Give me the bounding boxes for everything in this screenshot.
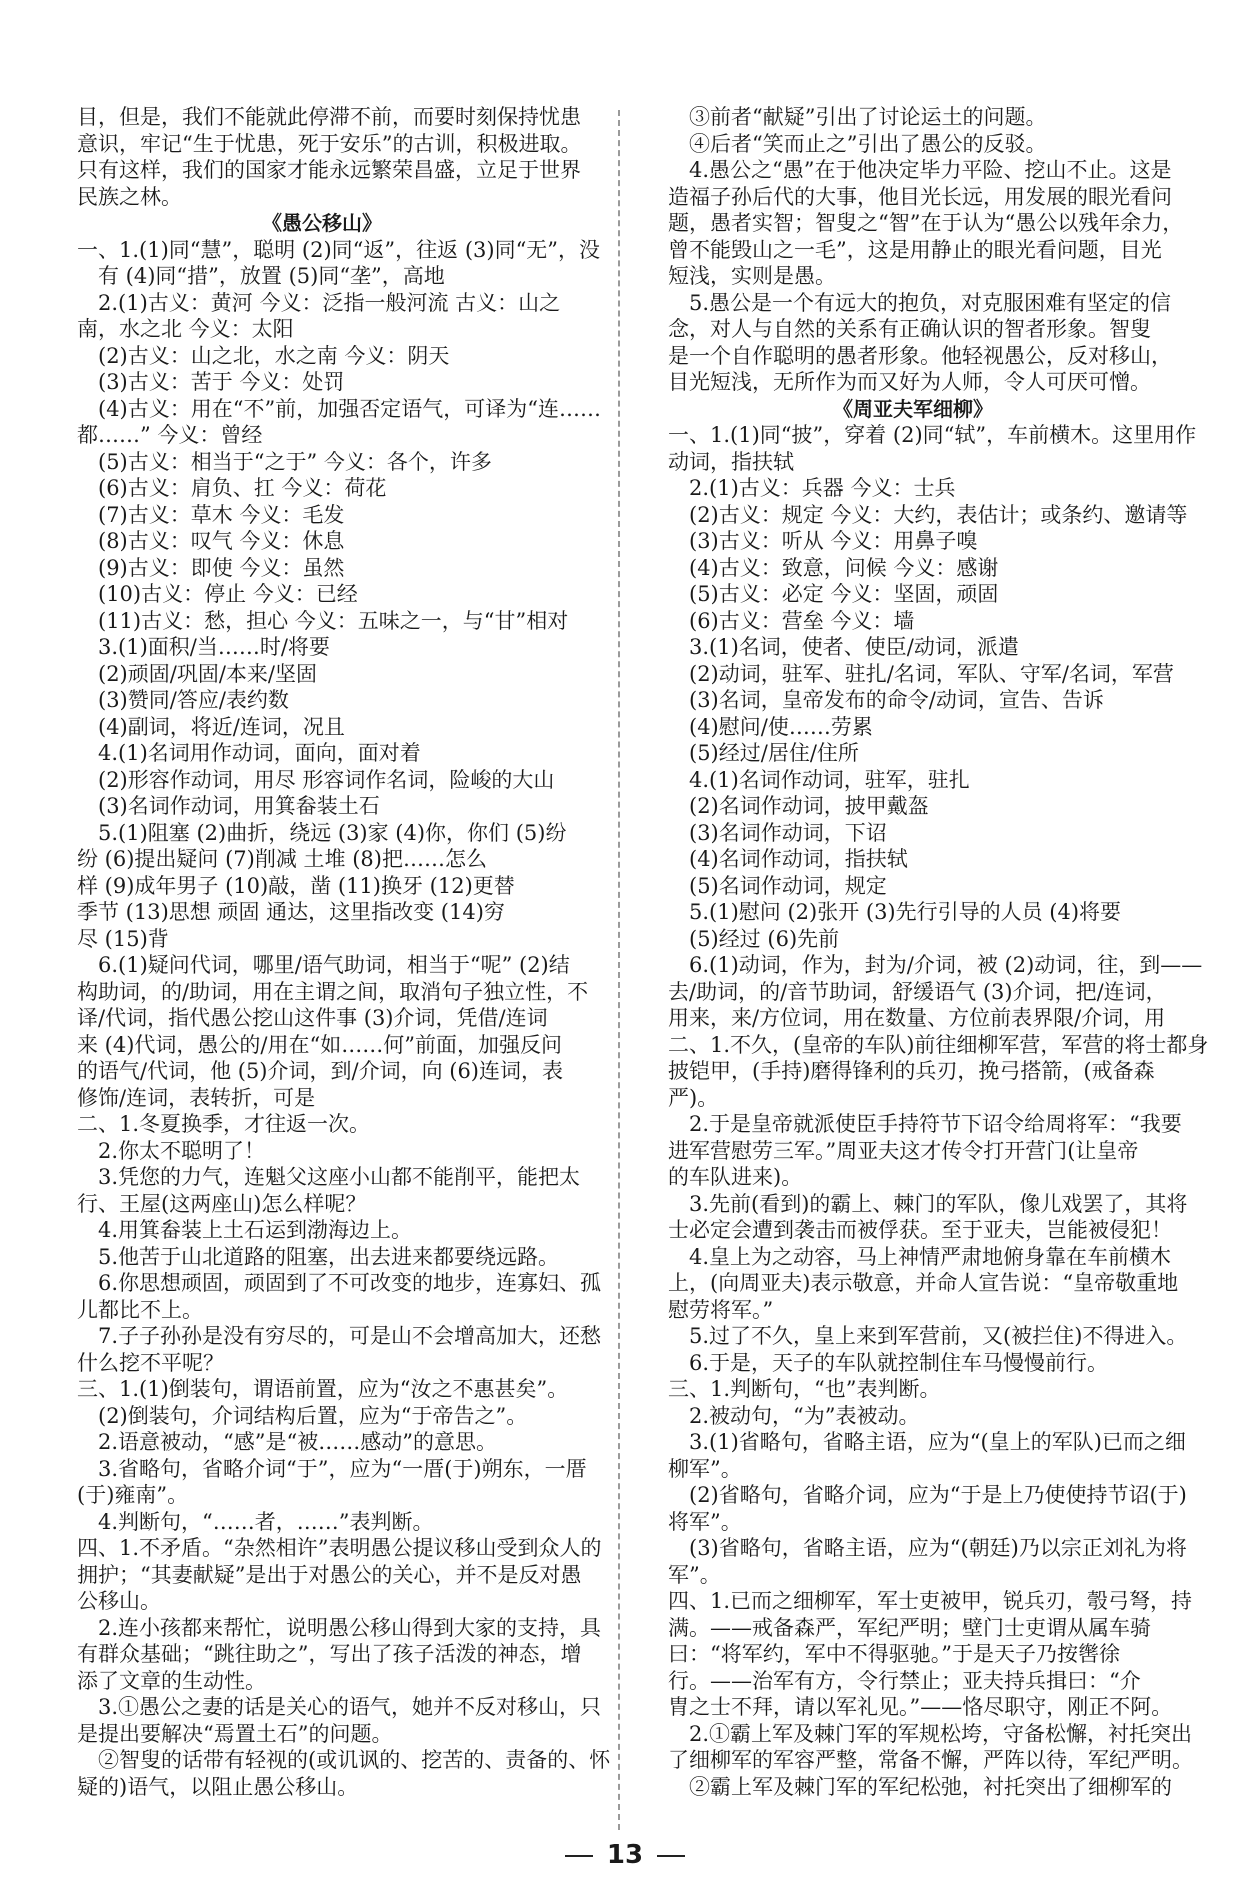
text-line: 用来，来/方位词，用在数量、方位前表界限/介词，用 — [668, 1006, 1166, 1030]
text-line: (4)古义：用在“不”前，加强否定语气，可译为“连…… — [77, 396, 601, 421]
text-line: 士必定会遭到袭击而被俘获。至于亚夫，岂能被侵犯！ — [668, 1218, 1172, 1242]
text-line: 6.你思想顽固，顽固到了不可改变的地步，连寡妇、孤 — [77, 1271, 602, 1295]
text-line: 3.(1)名词，使者、使臣/动词，派遣 — [668, 635, 1019, 659]
text-line: 4.用箕畚装上土石运到渤海边上。 — [77, 1218, 413, 1242]
text-line: (3)古义：苦于 今义：处罚 — [77, 370, 345, 394]
text-line: 纷 (6)提出疑问 (7)削减 土堆 (8)把……怎么 — [77, 847, 487, 871]
text-line: 2.①霸上军及棘门军的军规松垮，守备松懈，衬托突出 — [668, 1721, 1193, 1746]
text-line: 军”。 — [668, 1562, 721, 1587]
text-line: (2)古义：规定 今义：大约，表估计；或条约、邀请等 — [668, 502, 1188, 527]
text-line: 3.(1)省略句，省略主语，应为“(皇上的军队)已而之细 — [668, 1430, 1186, 1454]
text-line: 公移山。 — [77, 1589, 161, 1613]
text-line: (4)副词，将近/连词，况且 — [77, 714, 345, 739]
text-line: 的车队进来)。 — [668, 1165, 803, 1189]
text-line: (8)古义：叹气 今义：休息 — [77, 529, 345, 553]
section-title: 《愚公移山》 — [262, 211, 382, 235]
text-line: 了细柳军的军容严整，常备不懈，严阵以待，军纪严明。 — [668, 1748, 1193, 1772]
text-line: 有 (4)同“措”，放置 (5)同“垄”，高地 — [77, 264, 445, 288]
text-line: 是一个自作聪明的愚者形象。他轻视愚公，反对移山， — [668, 343, 1172, 368]
text-line: 三、1.(1)倒装句，谓语前置，应为“汝之不惠甚矣”。 — [77, 1377, 569, 1401]
text-line: 都……” 今义：曾经 — [77, 423, 263, 447]
text-line: 4.(1)名词用作动词，面向，面对着 — [77, 741, 421, 765]
text-line: (3)省略句，省略主语，应为“(朝廷)乃以宗正刘礼为将 — [668, 1536, 1187, 1560]
text-line: (于)雍南”。 — [77, 1483, 189, 1507]
text-line: ②智叟的话带有轻视的(或讥讽的、挖苦的、责备的、怀 — [77, 1748, 611, 1772]
text-line: 译/代词，指代愚公挖山这件事 (3)介词，凭借/连词 — [77, 1006, 548, 1030]
text-line: 2.语意被动，“感”是“被……感动”的意思。 — [77, 1430, 497, 1454]
text-line: ③前者“献疑”引出了讨论运土的问题。 — [668, 105, 1047, 129]
text-line: 二、1.冬夏换季，才往返一次。 — [77, 1112, 371, 1136]
text-line: 拥护；“其妻献疑”是出于对愚公的关心，并不是反对愚 — [77, 1562, 582, 1587]
text-line: 7.子子孙孙是没有穷尽的，可是山不会增高加大，还愁 — [77, 1324, 602, 1348]
text-line: (3)名词作动词，下诏 — [668, 820, 887, 845]
page-number: 13 — [606, 1840, 644, 1870]
text-line: (5)经过/居住/住所 — [668, 741, 859, 765]
text-line: (11)古义：愁，担心 今义：五味之一，与“甘”相对 — [77, 608, 569, 633]
text-line: 二、1.不久，(皇帝的车队)前往细柳军营，军营的将士都身 — [668, 1032, 1209, 1057]
text-line: 上，(向周亚夫)表示敬意，并命人宣告说：“皇帝敬重地 — [668, 1271, 1179, 1295]
column-divider — [618, 110, 620, 1830]
text-line: (5)名词作动词，规定 — [668, 873, 887, 898]
text-line: ②霸上军及棘门军的军纪松弛，衬托突出了细柳军的 — [668, 1774, 1172, 1799]
text-line: 4.(1)名词作动词，驻军，驻扎 — [668, 767, 970, 792]
text-line: 将军”。 — [668, 1509, 742, 1534]
footer-dash-left — [565, 1855, 593, 1857]
section-title: 《周亚夫军细柳》 — [833, 396, 993, 421]
text-line: 3.①愚公之妻的话是关心的语气，她并不反对移山，只 — [77, 1695, 602, 1719]
text-line: 曰：“将军约，军中不得驱驰。”于是天子乃按辔徐 — [668, 1642, 1120, 1666]
text-line: 修饰/连词，表转折，可是 — [77, 1085, 316, 1110]
text-line: 2.(1)古义：黄河 今义：泛指一般河流 古义：山之 — [77, 290, 561, 315]
text-line: 2.于是皇帝就派使臣手持符节下诏令给周将军：“我要 — [668, 1112, 1182, 1136]
text-line: 四、1.不矛盾。“杂然相许”表明愚公提议移山受到众人的 — [77, 1536, 602, 1560]
text-line: 意识，牢记“生于忧患，死于安乐”的古训，积极进取。 — [77, 131, 582, 156]
text-line: (3)古义：听从 今义：用鼻子嗅 — [668, 529, 978, 553]
text-line: (3)名词，皇帝发布的命令/动词，宣告、告诉 — [668, 688, 1104, 712]
text-line: 4.愚公之“愚”在于他决定毕力平险、挖山不止。这是 — [668, 158, 1172, 182]
text-line: 南，水之北 今义：太阳 — [77, 317, 294, 341]
text-line: 只有这样，我们的国家才能永远繁荣昌盛，立足于世界 — [77, 158, 581, 182]
text-line: 6.(1)动词，作为，封为/介词，被 (2)动词，往，到—— — [668, 953, 1203, 977]
text-line: (2)古义：山之北，水之南 今义：阴天 — [77, 343, 450, 368]
text-line: 4.皇上为之动容，马上神情严肃地俯身靠在车前横木 — [668, 1244, 1172, 1269]
text-line: (7)古义：草木 今义：毛发 — [77, 502, 345, 527]
text-line: 季节 (13)思想 顽固 通达，这里指改变 (14)穷 — [77, 900, 505, 924]
text-line: 去/助词，的/音节助词，舒缓语气 (3)介词，把/连词， — [668, 979, 1167, 1004]
text-line: 的语气/代词，他 (5)介词，到/介词，向 (6)连词，表 — [77, 1059, 563, 1083]
text-line: (5)古义：必定 今义：坚固，顽固 — [668, 582, 999, 606]
text-line: 3.凭您的力气，连魁父这座小山都不能削平，能把太 — [77, 1165, 581, 1189]
text-line: (5)古义：相当于“之于” 今义：各个，许多 — [77, 449, 492, 474]
text-line: 5.(1)慰问 (2)张开 (3)先行引导的人员 (4)将要 — [668, 900, 1122, 924]
text-line: 样 (9)成年男子 (10)敲，凿 (11)换牙 (12)更替 — [77, 873, 515, 898]
text-line: (5)经过 (6)先前 — [668, 926, 840, 951]
text-line: 慰劳将军。” — [668, 1297, 774, 1322]
text-line: 是提出要解决“焉置土石”的问题。 — [77, 1721, 393, 1746]
text-line: 柳军”。 — [668, 1456, 742, 1481]
text-line: 念，对人与自然的关系有正确认识的智者形象。智叟 — [668, 317, 1151, 341]
text-line: (2)顽固/巩固/本来/坚固 — [77, 661, 317, 686]
text-line: (2)形容作动词，用尽 形容词作名词，险峻的大山 — [77, 767, 555, 792]
text-line: 尽 (15)背 — [77, 926, 169, 951]
text-line: 4.判断句，“……者，……”表判断。 — [77, 1509, 434, 1534]
page-footer — [0, 1840, 1250, 1870]
text-line: (3)名词作动词，用箕畚装土石 — [77, 794, 380, 818]
left-column — [77, 104, 611, 1800]
text-line: 胄之士不拜，请以军礼见。”——恪尽职守，刚正不阿。 — [668, 1695, 1173, 1719]
text-line: 什么挖不平呢？ — [77, 1350, 224, 1375]
text-line: 5.过了不久，皇上来到军营前，又(被拦住)不得进入。 — [668, 1324, 1188, 1348]
text-line: 6.于是，天子的车队就控制住车马慢慢前行。 — [668, 1350, 1109, 1375]
text-line: 2.连小孩都来帮忙，说明愚公移山得到大家的支持，具 — [77, 1615, 602, 1640]
text-line: (2)倒装句，介词结构后置，应为“于帝告之”。 — [77, 1403, 528, 1428]
text-line: (4)名词作动词，指扶轼 — [668, 847, 908, 871]
text-line: (10)古义：停止 今义：已经 — [77, 582, 358, 606]
text-line: 一、1.(1)同“披”，穿着 (2)同“轼”，车前横木。这里用作 — [668, 423, 1197, 447]
text-line: ④后者“笑而止之”引出了愚公的反驳。 — [668, 131, 1047, 156]
text-line: 行、王屋(这两座山)怎么样呢？ — [77, 1191, 367, 1216]
text-line: (2)动词，驻军、驻扎/名词，军队、守军/名词，军营 — [668, 661, 1174, 686]
text-line: 民族之林。 — [77, 184, 182, 209]
text-line: 一、1.(1)同“慧”，聪明 (2)同“返”，往返 (3)同“无”，没 — [77, 237, 601, 262]
text-line: 5.他苦于山北道路的阻塞，出去进来都要绕远路。 — [77, 1244, 560, 1269]
footer-dash-right — [657, 1855, 685, 1857]
text-line: 曾不能毁山之一毛”，这是用静止的眼光看问题，目光 — [668, 237, 1162, 262]
text-line: 2.被动句，“为”表被动。 — [668, 1403, 920, 1428]
text-line: 来 (4)代词，愚公的/用在“如……何”前面，加强反问 — [77, 1032, 562, 1057]
text-line: (3)赞同/答应/表约数 — [77, 688, 289, 712]
text-line: 添了文章的生动性。 — [77, 1668, 266, 1693]
text-line: (2)省略句，省略介词，应为“于是上乃使使持节诏(于) — [668, 1483, 1187, 1507]
text-line: 目，但是，我们不能就此停滞不前，而要时刻保持忧患 — [77, 105, 581, 129]
text-line: (9)古义：即使 今义：虽然 — [77, 555, 345, 580]
text-line: 四、1.已而之细柳军，军士吏被甲，锐兵刃，彀弓弩，持 — [668, 1589, 1193, 1613]
text-line: 3.省略句，省略介词“于”，应为“一厝(于)朔东，一厝 — [77, 1456, 587, 1481]
text-line: 构助词，的/助词，用在主谓之间，取消句子独立性，不 — [77, 979, 589, 1004]
text-line: (6)古义：肩负、扛 今义：荷花 — [77, 476, 387, 500]
text-line: 造福子孙后代的大事，他目光长远，用发展的眼光看问 — [668, 184, 1172, 209]
text-line: 三、1.判断句，“也”表判断。 — [668, 1377, 941, 1401]
text-line: (6)古义：营垒 今义：墙 — [668, 608, 915, 633]
right-column — [668, 104, 1209, 1800]
text-line: 有群众基础；“跳往助之”，写出了孩子活泼的神态，增 — [77, 1642, 582, 1666]
text-line: 题，愚者实智；智叟之“智”在于认为“愚公以残年余力， — [668, 211, 1184, 235]
text-line: 动词，指扶轼 — [668, 449, 794, 474]
text-line: 短浅，实则是愚。 — [668, 264, 836, 288]
text-line: (4)慰问/使……劳累 — [668, 714, 873, 739]
text-line: 2.(1)古义：兵器 今义：士兵 — [668, 476, 956, 500]
text-line: 5.愚公是一个有远大的抱负，对克服困难有坚定的信 — [668, 290, 1172, 315]
text-line: 6.(1)疑问代词，哪里/语气助词，相当于“呢” (2)结 — [77, 953, 570, 977]
text-line: 5.(1)阻塞 (2)曲折，绕远 (3)家 (4)你，你们 (5)纷 — [77, 820, 567, 845]
text-line: 严)。 — [668, 1085, 719, 1110]
text-line: 3.(1)面积/当……时/将要 — [77, 635, 330, 659]
text-line: (2)名词作动词，披甲戴盔 — [668, 794, 929, 818]
text-line: 进军营慰劳三军。”周亚夫这才传令打开营门(让皇帝 — [668, 1138, 1139, 1163]
text-line: 2.你太不聪明了！ — [77, 1138, 266, 1163]
text-line: 疑的)语气，以阻止愚公移山。 — [77, 1774, 359, 1799]
text-line: 3.先前(看到)的霸上、棘门的军队，像儿戏罢了，其将 — [668, 1191, 1188, 1216]
text-line: 满。——戒备森严，军纪严明；壁门士吏谓从属车骑 — [668, 1615, 1151, 1640]
text-line: (4)古义：致意，问候 今义：感谢 — [668, 555, 999, 580]
text-line: 目光短浅，无所作为而又好为人师，令人可厌可憎。 — [668, 370, 1151, 394]
text-line: 儿都比不上。 — [77, 1297, 203, 1322]
text-line: 行。——治军有方，令行禁止；亚夫持兵揖曰：“介 — [668, 1668, 1141, 1693]
text-line: 披铠甲，(手持)磨得锋利的兵刃，挽弓搭箭，(戒备森 — [668, 1059, 1155, 1083]
